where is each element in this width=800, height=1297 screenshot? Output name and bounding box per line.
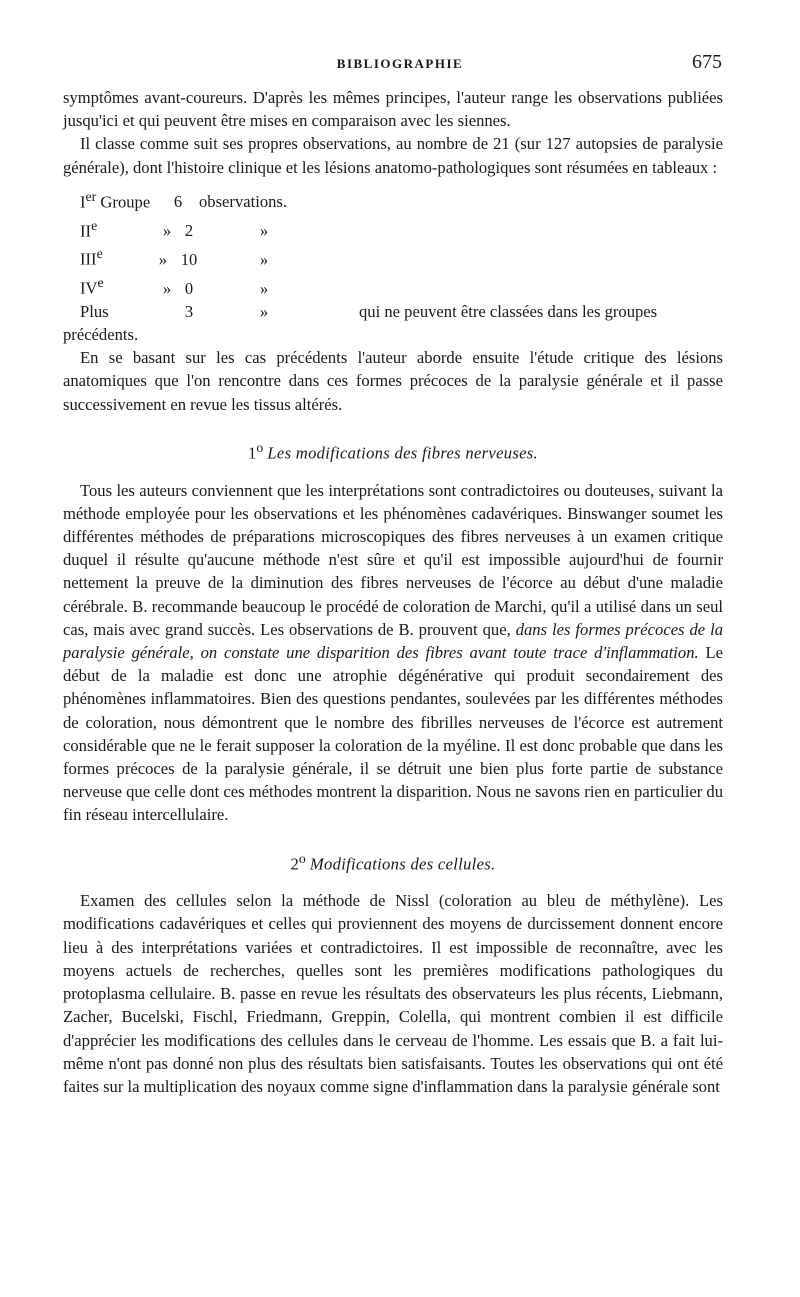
group-count: 6 (173, 192, 183, 212)
groups-tail: précédents. (63, 324, 139, 344)
group-label: IIIe (80, 246, 103, 269)
emphasis-text: dans les formes précoces de la paralysie générale, on constate une disparition des fibres avant toute trace d'inflammation. (63, 619, 724, 662)
running-head: BIBLIOGRAPHIE (336, 56, 464, 71)
group-unit: » (259, 278, 269, 298)
observation-groups-table (80, 185, 657, 323)
group-count: 3 (184, 301, 194, 321)
group-unit: observations. (199, 192, 288, 212)
group-unit: » qui ne peuvent être classées dans les groupes (259, 301, 658, 321)
page-header (0, 51, 800, 78)
group-count: » 2 (162, 221, 194, 241)
group-label: Plus (80, 301, 109, 321)
group-row (80, 185, 657, 214)
group-row (80, 242, 657, 271)
group-row (80, 300, 657, 323)
group-row (80, 214, 657, 243)
paragraph-classification: Il classe comme suit ses propres observations, au nombre de 21 (sur 127 autopsies de paralysie générale), dont l'histoire clinique et les lésions anatomo-pathologiques sont résumées en tableaux : (63, 134, 723, 177)
body-text (63, 86, 723, 1098)
group-label: IVe (80, 275, 104, 298)
group-label: IIe (80, 217, 98, 241)
group-label: Ier Groupe (80, 188, 151, 212)
section-heading-cellules: 2$^o$ Modifications des cellules. (290, 850, 496, 874)
section-heading-fibres: 1$^o$ Les modifications des fibres nerveuses. (248, 439, 538, 463)
paragraph-continued: symptômes avant-coureurs. D'après les mêmes principes, l'auteur range les observations publiées jusqu'ici et qui peuvent être mises en comparaison avec les siennes. (63, 88, 723, 131)
group-note: qui ne peuvent être classées dans les groupes (359, 301, 658, 321)
paragraph-cellules: Examen des cellules selon la méthode de Nissl (coloration au bleu de méthylène). Les modifications cadavériques et celles qui proviennent des moyens de durcissement donnent encore lieu à des interprétations variées et contradictoires. Il est impossible de reconnaître, avec les moyens actuels de recherches, quelles sont les premières modifications pathologiques du protoplasma cellulaire. B. passe en revue les résultats des observateurs les plus récents, Liebmann, Zacher, Bucelski, Fischl, Friedmann, Greppin, Colella, qui montrent combien il est difficile d'apprécier les modifications des cellules dans le cerveau de l'homme. Les essais que B. a fait lui-même n'ont pas donné non plus des résultats bien satisfaisants. Toutes les observations qui ont été faites sur la multiplication des noyaux comme signe d'inflammation dans la paralysie générale sont (63, 891, 723, 1096)
page-number: 675 (692, 51, 722, 73)
group-unit: » (259, 221, 269, 241)
group-unit: » (259, 249, 269, 269)
paragraph-fibres: Tous les auteurs conviennent que les interprétations sont contradictoires ou douteuses, suivant la méthode employée pour les observations et les phénomènes cadavériques. Binswanger soumet les différentes méthodes de préparations microscopiques des fibres nerveuses à un examen critique duquel il résulte qu'aucune méthode n'est sûre et qu'il est impossible aujourd'hui de fournir nettement la preuve de la diminution des fibres nerveuses de l'écorce au début d'une maladie cérébrale. B. recommande beaucoup le procédé de coloration de Marchi, qu'il a utilisé dans un seul cas, mais avec grand succès. Les observations de B. prouvent que, dans les formes précoces de la paralysie générale, on constate une disparition des fibres avant toute trace d'inflammation. Le début de la maladie est donc une atrophie dégénérative qui produit secondairement des phénomènes inflammatoires. Bien des questions pendantes, soulevées par les différentes méthodes de coloration, nous démontrent que le nombre des fibrilles nerveuses de l'écorce est autrement considérable que ne le ferait supposer la coloration de la myéline. Il est donc probable que dans les formes précoces de la paralysie générale, il se détruit une bien plus forte partie de substance nerveuse que celle dont ces méthodes montrent la disparition. Nous ne savons rien en particulier du fin réseau intercellulaire. (63, 480, 724, 825)
group-count: » 10 (158, 249, 198, 269)
group-count: » 0 (162, 278, 194, 298)
group-row (80, 271, 657, 300)
paragraph-critical-study: En se basant sur les cas précédents l'auteur aborde ensuite l'étude critique des lésions anatomiques que l'on rencontre dans ces formes précoces de la paralysie générale et il passe successivement en revue les tissus altérés. (63, 348, 723, 414)
